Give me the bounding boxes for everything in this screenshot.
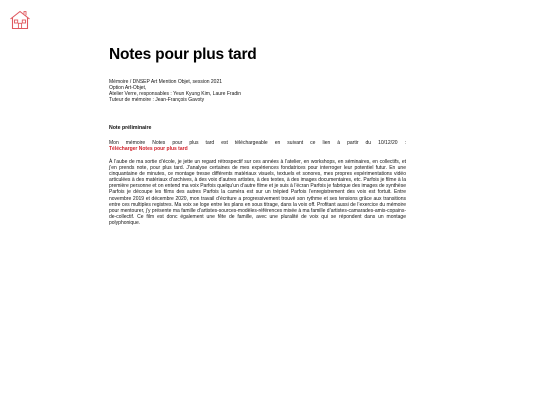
notice-text: Mon mémoire Notes pour plus tard est téléchargeable en suivant ce lien à partir du 10/12/20 :	[109, 140, 406, 146]
meta-line: Mémoire / DNSEP Art Mention Objet, session 2021	[109, 79, 223, 85]
page-title: Notes pour plus tard	[109, 46, 257, 63]
download-notice	[109, 140, 406, 152]
meta-line: Tuteur de mémoire : Jean-François Gavoty	[109, 97, 205, 104]
download-link[interactable]: Télécharger Notes pour plus tard	[109, 146, 188, 153]
house-icon	[9, 10, 31, 30]
section-title: Note préliminaire	[109, 125, 152, 131]
meta-line: Atelier Verre, responsables : Yeun Kyung Kim, Laure Fradin	[109, 91, 242, 98]
home-link[interactable]	[9, 10, 31, 30]
memoir-meta	[109, 79, 406, 103]
body-paragraph: À l’aube de ma sortie d’école, je jette un regard rétrospectif sur ces années à l’atelier, en workshops, en séminaires, en collectifs, et j’en prends note, pour plus tard. J’analyse certaines de mes expériences fondatrices pour interroger leur potentiel futur. En une cinquantaine de minutes, ce montage tresse différents matériaux visuels, textuels et sonores, mes propres expérimentations vidéo articulées à des matériaux d’archives, à des voix d’autres artistes, à des textes, à des images documentaires, etc. Parfois je filme à la première personne et on entend ma voix Parfois quelqu’un d’autre filme et je suis à l’écran Parfois je fabrique des images de synthèse Parfois je découpe les films des autres Parfois la caméra est sur un trépied Parfois l’enregistrement des voix est fortuit. Entre novembre 2019 et décembre 2020, mon travail d’écriture a progressivement trouvé son rythme et ses tensions grâce aux transitions entre ces multiples registres. Ma voix se loge entre les plans en sous titrage, dans la voix off. Profitant aussi de l’exercice du mémoire pour mentourer, j’y présente ma famille d’artistes-sources-modèles-références mixée à ma famille d’artistes-camarades-amis-copains-de-collectif. Ce film est donc également une fête de famille, avec une pluralité de voix qui se répondent dans un montage polyphonique.	[109, 159, 406, 226]
meta-line: Option Art-Objet,	[109, 85, 147, 92]
